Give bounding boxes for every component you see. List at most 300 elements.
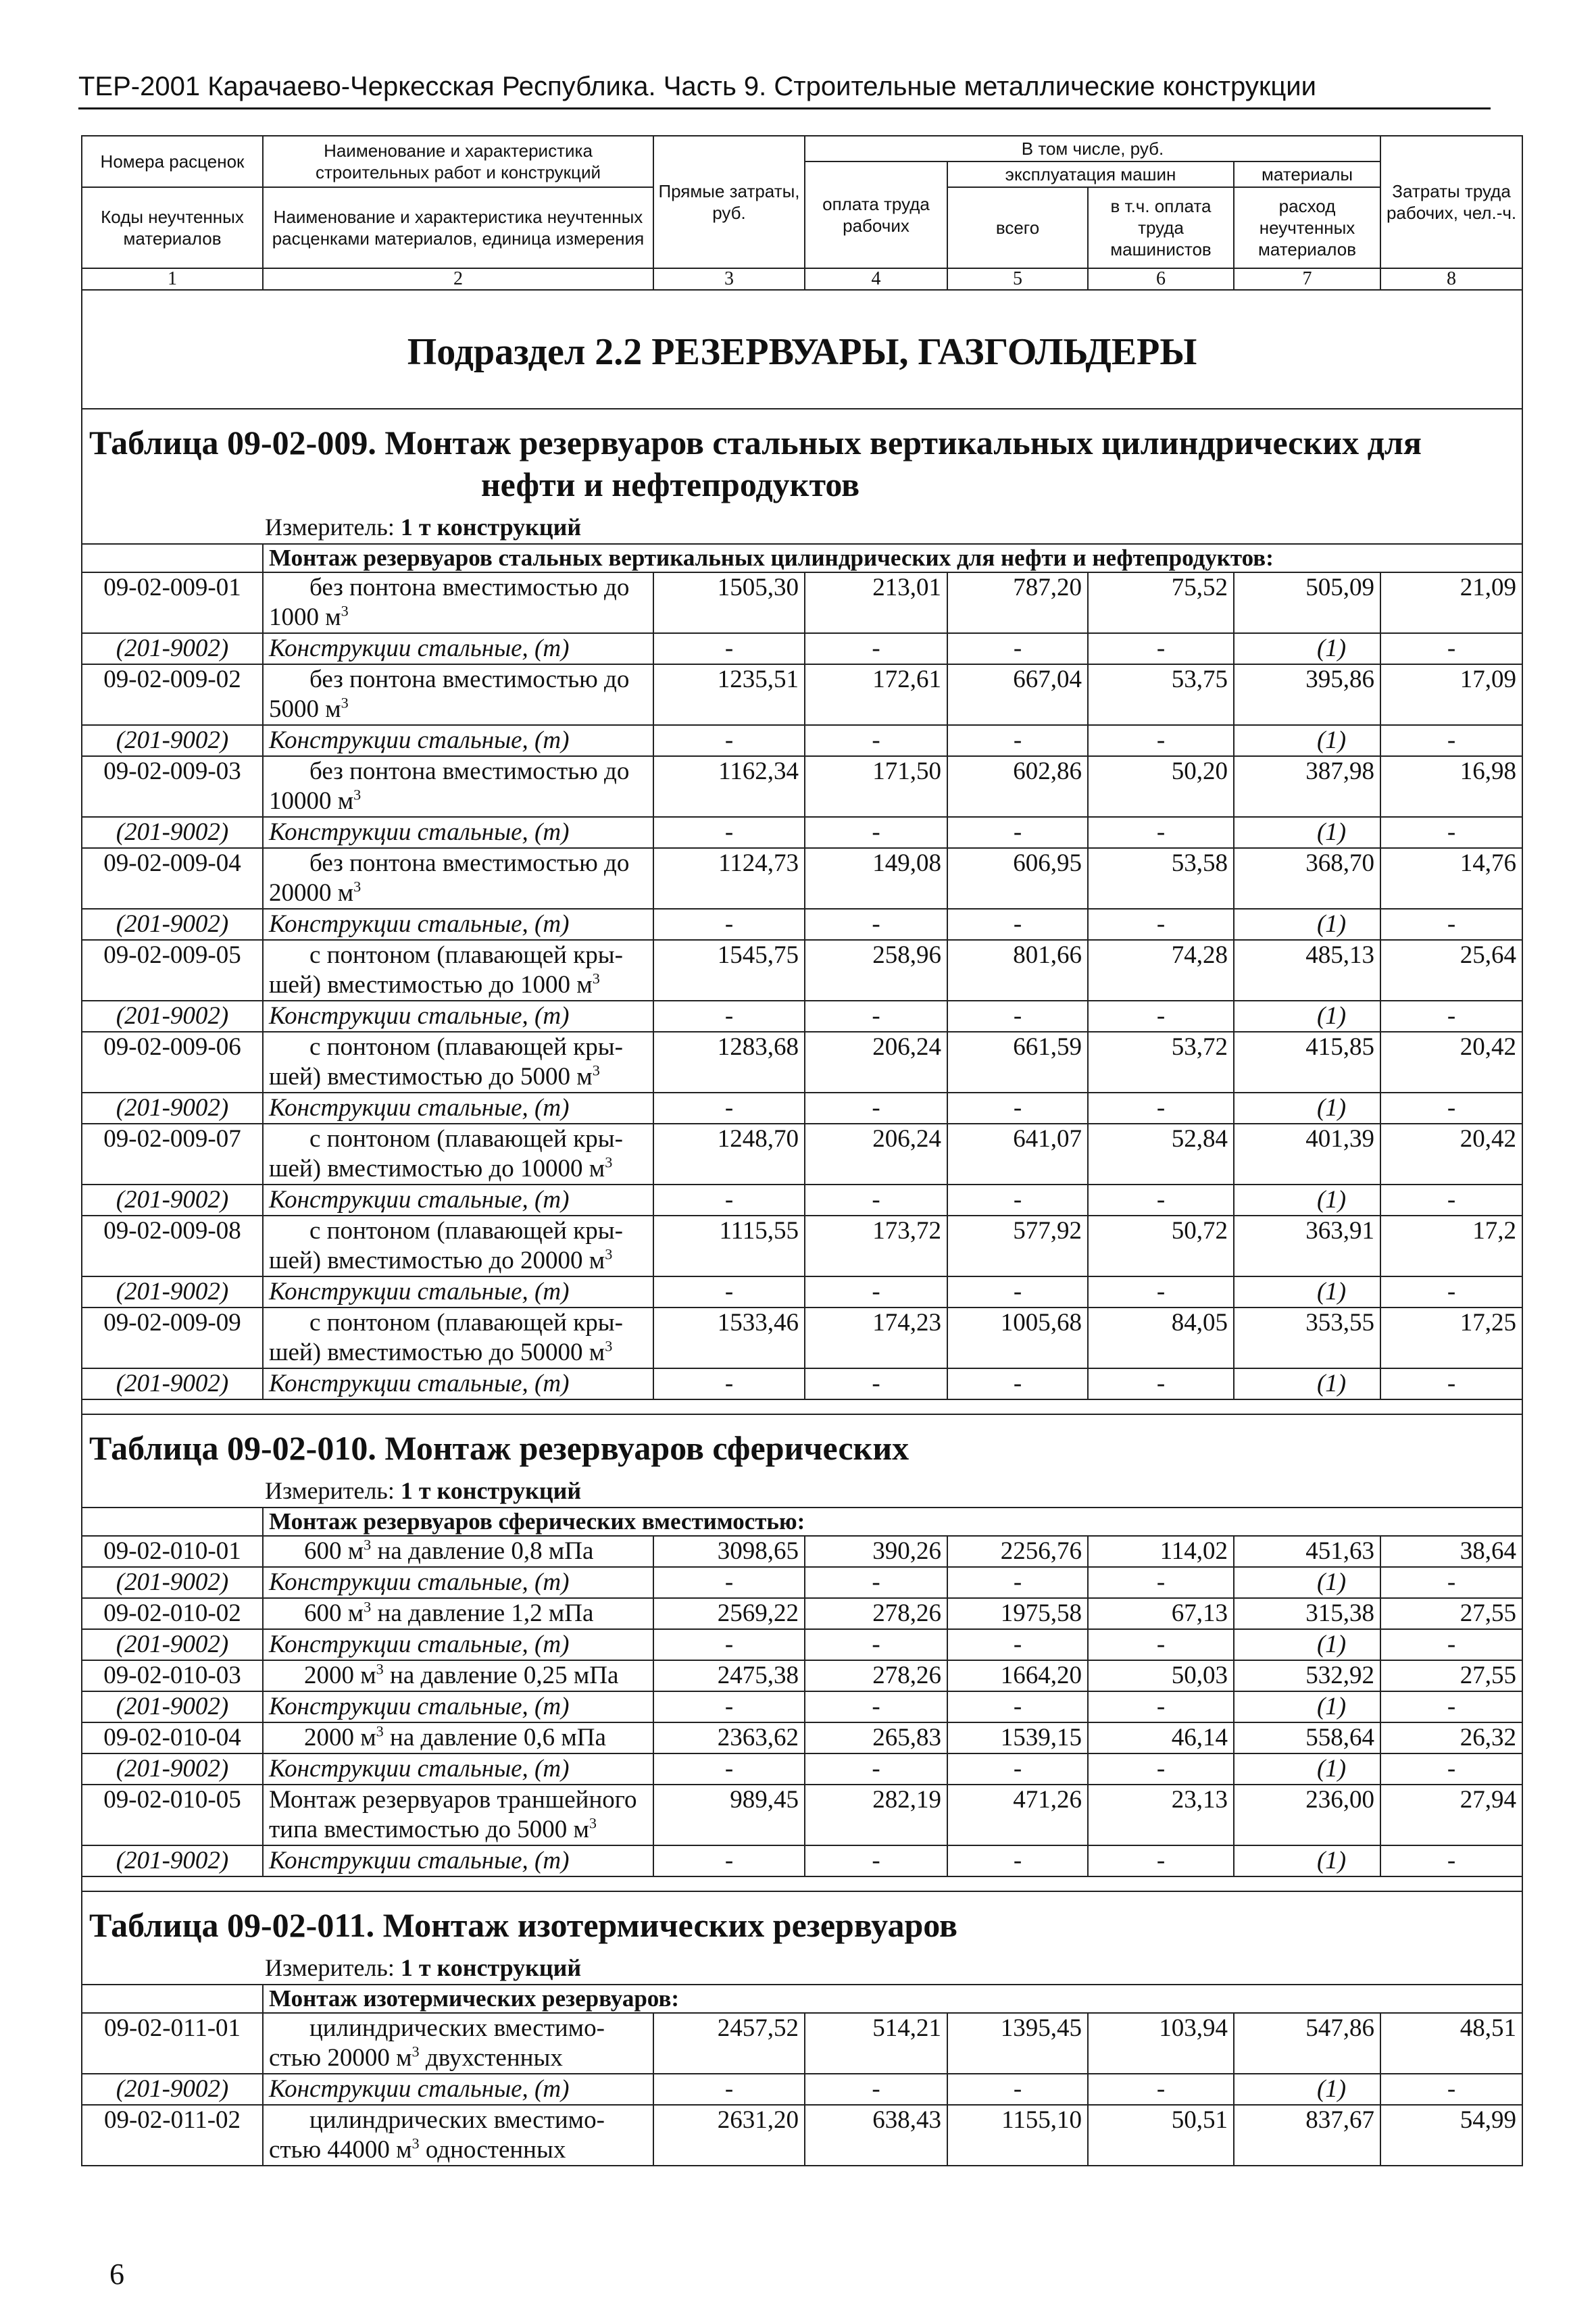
value-mach: 1005,68 — [947, 1308, 1088, 1368]
dash-cell: - — [1380, 725, 1522, 756]
value-mach: 667,04 — [947, 664, 1088, 725]
value-hours: 20,42 — [1380, 1124, 1522, 1185]
dash-cell: - — [805, 2074, 947, 2105]
value-direct: 1235,51 — [653, 664, 805, 725]
material-code: (201-9002) — [82, 1753, 263, 1785]
value-labor: 278,26 — [805, 1598, 947, 1629]
material-name: Конструкции стальные, (т) — [263, 725, 653, 756]
dash-cell: - — [947, 1001, 1088, 1032]
rate-code: 09-02-010-01 — [82, 1536, 263, 1567]
header-machines: эксплуатация машин — [947, 161, 1234, 187]
cubic-superscript: 3 — [364, 1598, 372, 1616]
cubic-superscript: 3 — [592, 970, 600, 987]
dash-cell: - — [1088, 1629, 1234, 1660]
table-title-line2: нефти и нефтепродуктов — [480, 466, 860, 503]
work-name — [263, 572, 653, 633]
dash-cell: - — [653, 1185, 805, 1216]
value-labor: 514,21 — [805, 2013, 947, 2074]
value-mat: 395,86 — [1234, 664, 1380, 725]
group-heading: Монтаж резервуаров сферических вместимостью: — [263, 1508, 1522, 1536]
dash-cell: - — [653, 1567, 805, 1598]
dash-cell: - — [1380, 2074, 1522, 2105]
group-heading-left — [82, 1508, 263, 1536]
header-machines-total: всего — [947, 187, 1088, 268]
dash-cell: - — [653, 1845, 805, 1876]
dash-cell: - — [653, 633, 805, 664]
dash-cell: - — [947, 1753, 1088, 1785]
value-mat: 353,55 — [1234, 1308, 1380, 1368]
header-materials-unaccounted: расход неучтенных материалов — [1234, 187, 1380, 268]
value-hours: 38,64 — [1380, 1536, 1522, 1567]
value-hours: 17,2 — [1380, 1216, 1522, 1276]
name-line2: шей) вместимостью до 5000 м — [269, 1063, 593, 1091]
value-direct: 1533,46 — [653, 1308, 805, 1368]
value-hours: 48,51 — [1380, 2013, 1522, 2074]
dash-cell: - — [805, 1629, 947, 1660]
material-quantity: (1) — [1234, 633, 1380, 664]
value-mach: 602,86 — [947, 756, 1088, 817]
table-row — [82, 1032, 1522, 1093]
value-labor: 278,26 — [805, 1660, 947, 1691]
name-line2: 10000 м — [269, 787, 354, 815]
dash-cell: - — [653, 2074, 805, 2105]
dash-cell: - — [1088, 1368, 1234, 1399]
measure-label: Измеритель: — [265, 1954, 395, 1981]
price-table — [81, 135, 1523, 2166]
dash-cell: - — [1088, 1691, 1234, 1722]
header-direct-costs: Прямые затраты, руб. — [653, 136, 805, 268]
material-quantity: (1) — [1234, 1691, 1380, 1722]
dash-cell: - — [947, 1567, 1088, 1598]
material-code: (201-9002) — [82, 1001, 263, 1032]
material-code: (201-9002) — [82, 1629, 263, 1660]
value-mach: 1975,58 — [947, 1598, 1088, 1629]
name-line2: 20000 м — [269, 879, 354, 907]
material-name: Конструкции стальные, (т) — [263, 1845, 653, 1876]
dash-cell: - — [947, 2074, 1088, 2105]
dash-cell: - — [947, 1093, 1088, 1124]
dash-cell: - — [805, 633, 947, 664]
work-name — [263, 1660, 653, 1691]
name-line2: 1000 м — [269, 603, 341, 631]
dash-cell: - — [653, 909, 805, 940]
name-text: на давление 0,25 мПа — [383, 1662, 619, 1689]
rate-code: 09-02-009-07 — [82, 1124, 263, 1185]
dash-cell: - — [947, 1845, 1088, 1876]
work-name — [263, 1536, 653, 1567]
value-hours: 27,94 — [1380, 1785, 1522, 1845]
name-line1: без понтона вместимостью до — [309, 849, 630, 877]
material-name: Конструкции стальные, (т) — [263, 633, 653, 664]
material-name: Конструкции стальные, (т) — [263, 1001, 653, 1032]
value-hours: 26,32 — [1380, 1722, 1522, 1753]
name-line1: цилиндрических вместимо- — [309, 2106, 605, 2134]
value-direct: 2569,22 — [653, 1598, 805, 1629]
header-labor-costs: Затраты труда рабочих, чел.-ч. — [1380, 136, 1522, 268]
material-code: (201-9002) — [82, 633, 263, 664]
name-line2-tail: двухстенных — [419, 2044, 563, 2072]
material-quantity: (1) — [1234, 1753, 1380, 1785]
measure-value: 1 т конструкций — [400, 1954, 582, 1981]
dash-cell: - — [947, 725, 1088, 756]
value-machinist: 74,28 — [1088, 940, 1234, 1001]
name-line2: 5000 м — [269, 695, 341, 723]
dash-cell: - — [1088, 1001, 1234, 1032]
table-row — [82, 1124, 1522, 1185]
cubic-superscript: 3 — [605, 1337, 613, 1355]
value-mat: 315,38 — [1234, 1598, 1380, 1629]
material-quantity: (1) — [1234, 1185, 1380, 1216]
material-row — [82, 1845, 1522, 1876]
value-hours: 54,99 — [1380, 2105, 1522, 2166]
dash-cell: - — [805, 1368, 947, 1399]
value-labor: 213,01 — [805, 572, 947, 633]
table-title — [82, 1414, 1522, 1474]
name-line2-tail: одностенных — [419, 2136, 566, 2164]
value-machinist: 50,72 — [1088, 1216, 1234, 1276]
value-mat: 837,67 — [1234, 2105, 1380, 2166]
dash-cell: - — [1380, 1629, 1522, 1660]
table-row — [82, 1785, 1522, 1845]
value-machinist: 53,72 — [1088, 1032, 1234, 1093]
value-labor: 282,19 — [805, 1785, 947, 1845]
value-mat: 363,91 — [1234, 1216, 1380, 1276]
dash-cell: - — [653, 817, 805, 848]
rate-code: 09-02-009-08 — [82, 1216, 263, 1276]
material-row — [82, 1093, 1522, 1124]
work-name — [263, 1124, 653, 1185]
dash-cell: - — [805, 725, 947, 756]
col-number-2: 2 — [263, 268, 653, 290]
col-number-4: 4 — [805, 268, 947, 290]
value-machinist: 53,58 — [1088, 848, 1234, 909]
value-labor: 390,26 — [805, 1536, 947, 1567]
col-number-6: 6 — [1088, 268, 1234, 290]
dash-cell: - — [1380, 633, 1522, 664]
table-title — [82, 409, 1522, 511]
dash-cell: - — [1088, 633, 1234, 664]
name-line2: шей) вместимостью до 1000 м — [269, 971, 593, 999]
name-text: 2000 м — [304, 1662, 376, 1689]
value-mach: 577,92 — [947, 1216, 1088, 1276]
col-number-7: 7 — [1234, 268, 1380, 290]
value-hours: 25,64 — [1380, 940, 1522, 1001]
cubic-superscript: 3 — [592, 1062, 600, 1079]
dash-cell: - — [947, 909, 1088, 940]
dash-cell: - — [1380, 1753, 1522, 1785]
measure-label: Измеритель: — [265, 514, 395, 541]
work-name — [263, 664, 653, 725]
material-name: Конструкции стальные, (т) — [263, 1185, 653, 1216]
value-machinist: 50,20 — [1088, 756, 1234, 817]
material-quantity: (1) — [1234, 725, 1380, 756]
measure-label: Измеритель: — [265, 1477, 395, 1504]
measure-value: 1 т конструкций — [400, 1477, 582, 1504]
work-name — [263, 1216, 653, 1276]
value-mat: 368,70 — [1234, 848, 1380, 909]
name-text: 600 м — [304, 1537, 364, 1565]
table-title-line1: Таблица 09-02-011. Монтаж изотермических резервуаров — [89, 1906, 958, 1944]
rate-code: 09-02-011-02 — [82, 2105, 263, 2166]
value-hours: 16,98 — [1380, 756, 1522, 817]
work-name — [263, 2013, 653, 2074]
value-hours: 27,55 — [1380, 1598, 1522, 1629]
dash-cell: - — [1088, 1185, 1234, 1216]
material-code: (201-9002) — [82, 1567, 263, 1598]
value-direct: 2475,38 — [653, 1660, 805, 1691]
group-heading: Монтаж изотермических резервуаров: — [263, 1985, 1522, 2013]
dash-cell: - — [653, 1753, 805, 1785]
material-code: (201-9002) — [82, 1093, 263, 1124]
material-row — [82, 1001, 1522, 1032]
value-machinist: 50,03 — [1088, 1660, 1234, 1691]
dash-cell: - — [1088, 1093, 1234, 1124]
value-mat: 547,86 — [1234, 2013, 1380, 2074]
value-hours: 17,25 — [1380, 1308, 1522, 1368]
work-name — [263, 848, 653, 909]
material-row — [82, 1185, 1522, 1216]
dash-cell: - — [805, 1093, 947, 1124]
header-col2-bottom: Наименование и характеристика неучтенных расценками материалов, единица измерения — [263, 187, 653, 268]
cubic-superscript: 3 — [376, 1660, 384, 1678]
section-title: Подраздел 2.2 РЕЗЕРВУАРЫ, ГАЗГОЛЬДЕРЫ — [82, 290, 1522, 409]
material-quantity: (1) — [1234, 1276, 1380, 1308]
group-heading-left — [82, 544, 263, 572]
name-line1: без понтона вместимостью до — [309, 574, 630, 601]
dash-cell: - — [1088, 909, 1234, 940]
table-title — [82, 1891, 1522, 1951]
header-materials: материалы — [1234, 161, 1380, 187]
value-machinist: 84,05 — [1088, 1308, 1234, 1368]
dash-cell: - — [947, 633, 1088, 664]
value-mat: 387,98 — [1234, 756, 1380, 817]
value-mach: 471,26 — [947, 1785, 1088, 1845]
name-line2: шей) вместимостью до 50000 м — [269, 1339, 605, 1366]
table-row — [82, 2105, 1522, 2166]
name-line2: шей) вместимостью до 10000 м — [269, 1155, 605, 1183]
dash-cell: - — [947, 1368, 1088, 1399]
header-machinist-pay: в т.ч. оплата труда машинистов — [1088, 187, 1234, 268]
dash-cell: - — [1380, 1368, 1522, 1399]
cubic-superscript: 3 — [589, 1814, 597, 1832]
value-machinist: 53,75 — [1088, 664, 1234, 725]
group-heading: Монтаж резервуаров стальных вертикальных цилиндрических для нефти и нефтепродуктов: — [263, 544, 1522, 572]
dash-cell: - — [653, 1001, 805, 1032]
name-line2: стью 44000 м — [269, 2136, 412, 2164]
value-direct: 3098,65 — [653, 1536, 805, 1567]
dash-cell: - — [653, 1691, 805, 1722]
material-row — [82, 1691, 1522, 1722]
material-row — [82, 909, 1522, 940]
material-name: Конструкции стальные, (т) — [263, 1629, 653, 1660]
cubic-superscript: 3 — [412, 2135, 420, 2152]
value-hours: 20,42 — [1380, 1032, 1522, 1093]
value-mat: 558,64 — [1234, 1722, 1380, 1753]
dash-cell: - — [1380, 1691, 1522, 1722]
value-direct: 2363,62 — [653, 1722, 805, 1753]
dash-cell: - — [947, 1185, 1088, 1216]
col-number-1: 1 — [82, 268, 263, 290]
value-mach: 1155,10 — [947, 2105, 1088, 2166]
dash-cell: - — [1380, 1093, 1522, 1124]
page-header: ТЕР-2001 Карачаево-Черкесская Республика. Часть 9. Строительные металлические конструкции — [78, 72, 1491, 109]
value-mat: 485,13 — [1234, 940, 1380, 1001]
material-row — [82, 817, 1522, 848]
dash-cell: - — [805, 1001, 947, 1032]
measure-value: 1 т конструкций — [400, 514, 582, 541]
material-row — [82, 1567, 1522, 1598]
table-title-line1: Таблица 09-02-009. Монтаж резервуаров стальных вертикальных цилиндрических для — [89, 424, 1422, 462]
material-code: (201-9002) — [82, 909, 263, 940]
value-labor: 258,96 — [805, 940, 947, 1001]
cubic-superscript: 3 — [341, 602, 349, 620]
dash-cell: - — [653, 1093, 805, 1124]
cubic-superscript: 3 — [376, 1722, 384, 1740]
rate-code: 09-02-009-09 — [82, 1308, 263, 1368]
value-hours: 27,55 — [1380, 1660, 1522, 1691]
dash-cell: - — [805, 1185, 947, 1216]
material-quantity: (1) — [1234, 1001, 1380, 1032]
header-labor-pay: оплата труда рабочих — [805, 161, 947, 268]
dash-cell: - — [653, 1368, 805, 1399]
value-direct: 1545,75 — [653, 940, 805, 1001]
cubic-superscript: 3 — [364, 1536, 372, 1553]
table-row — [82, 1722, 1522, 1753]
header-col1-bottom: Коды неучтенных материалов — [82, 187, 263, 268]
value-machinist: 23,13 — [1088, 1785, 1234, 1845]
material-code: (201-9002) — [82, 2074, 263, 2105]
group-heading-left — [82, 1985, 263, 2013]
table-row — [82, 1536, 1522, 1567]
work-name — [263, 1598, 653, 1629]
rate-code: 09-02-009-03 — [82, 756, 263, 817]
material-code: (201-9002) — [82, 817, 263, 848]
name-line1: без понтона вместимостью до — [309, 666, 630, 693]
material-row — [82, 1629, 1522, 1660]
material-quantity: (1) — [1234, 1629, 1380, 1660]
table-row — [82, 572, 1522, 633]
value-machinist: 52,84 — [1088, 1124, 1234, 1185]
value-direct: 1283,68 — [653, 1032, 805, 1093]
value-hours: 21,09 — [1380, 572, 1522, 633]
material-code: (201-9002) — [82, 1845, 263, 1876]
value-direct: 1162,34 — [653, 756, 805, 817]
name-line1: с понтоном (плавающей кры- — [309, 1033, 623, 1061]
value-machinist: 103,94 — [1088, 2013, 1234, 2074]
dash-cell: - — [1088, 1753, 1234, 1785]
value-direct: 1248,70 — [653, 1124, 805, 1185]
name-text: на давление 0,8 мПа — [371, 1537, 594, 1565]
dash-cell: - — [805, 1691, 947, 1722]
dash-cell: - — [1088, 725, 1234, 756]
value-mat: 532,92 — [1234, 1660, 1380, 1691]
material-name: Конструкции стальные, (т) — [263, 1567, 653, 1598]
value-mach: 641,07 — [947, 1124, 1088, 1185]
material-code: (201-9002) — [82, 1368, 263, 1399]
value-labor: 173,72 — [805, 1216, 947, 1276]
work-name — [263, 1032, 653, 1093]
value-direct: 989,45 — [653, 1785, 805, 1845]
material-quantity: (1) — [1234, 1845, 1380, 1876]
dash-cell: - — [1380, 1001, 1522, 1032]
value-labor: 206,24 — [805, 1124, 947, 1185]
cubic-superscript: 3 — [605, 1245, 613, 1263]
value-mach: 1539,15 — [947, 1722, 1088, 1753]
dash-cell: - — [805, 909, 947, 940]
dash-cell: - — [805, 1753, 947, 1785]
value-direct: 2631,20 — [653, 2105, 805, 2166]
dash-cell: - — [947, 1629, 1088, 1660]
dash-cell: - — [1380, 1185, 1522, 1216]
dash-cell: - — [1380, 1845, 1522, 1876]
name-text: на давление 0,6 мПа — [383, 1724, 606, 1751]
value-labor: 149,08 — [805, 848, 947, 909]
value-mat: 236,00 — [1234, 1785, 1380, 1845]
value-labor: 638,43 — [805, 2105, 947, 2166]
value-machinist: 114,02 — [1088, 1536, 1234, 1567]
table-row — [82, 1216, 1522, 1276]
name-line1: с понтоном (плавающей кры- — [309, 1217, 623, 1245]
dash-cell: - — [947, 1691, 1088, 1722]
value-direct: 1505,30 — [653, 572, 805, 633]
value-hours: 17,09 — [1380, 664, 1522, 725]
value-machinist: 46,14 — [1088, 1722, 1234, 1753]
material-quantity: (1) — [1234, 817, 1380, 848]
dash-cell: - — [653, 725, 805, 756]
measure-line — [82, 1474, 1522, 1508]
name-line1: с понтоном (плавающей кры- — [309, 941, 623, 969]
value-labor: 265,83 — [805, 1722, 947, 1753]
dash-cell: - — [653, 1629, 805, 1660]
material-name: Конструкции стальные, (т) — [263, 1276, 653, 1308]
value-mach: 1664,20 — [947, 1660, 1088, 1691]
rate-code: 09-02-009-02 — [82, 664, 263, 725]
table-row — [82, 1598, 1522, 1629]
dash-cell: - — [653, 1276, 805, 1308]
value-machinist: 50,51 — [1088, 2105, 1234, 2166]
material-row — [82, 2074, 1522, 2105]
value-mach: 1395,45 — [947, 2013, 1088, 2074]
value-mach: 606,95 — [947, 848, 1088, 909]
material-name: Конструкции стальные, (т) — [263, 909, 653, 940]
value-hours: 14,76 — [1380, 848, 1522, 909]
cubic-superscript: 3 — [341, 694, 349, 712]
work-name — [263, 756, 653, 817]
table-spacer — [82, 1399, 1522, 1414]
work-name — [263, 940, 653, 1001]
value-labor: 174,23 — [805, 1308, 947, 1368]
material-name: Конструкции стальные, (т) — [263, 2074, 653, 2105]
name-line2: типа вместимостью до 5000 м — [269, 1816, 589, 1843]
rate-code: 09-02-010-05 — [82, 1785, 263, 1845]
name-text: 2000 м — [304, 1724, 376, 1751]
dash-cell: - — [1088, 2074, 1234, 2105]
cubic-superscript: 3 — [353, 786, 361, 803]
material-code: (201-9002) — [82, 1185, 263, 1216]
material-row — [82, 725, 1522, 756]
measure-line — [82, 511, 1522, 544]
value-direct: 2457,52 — [653, 2013, 805, 2074]
name-text: на давление 1,2 мПа — [371, 1599, 594, 1627]
value-mat: 401,39 — [1234, 1124, 1380, 1185]
dash-cell: - — [1380, 817, 1522, 848]
material-code: (201-9002) — [82, 1276, 263, 1308]
table-spacer — [82, 1876, 1522, 1891]
rate-code: 09-02-011-01 — [82, 2013, 263, 2074]
cubic-superscript: 3 — [412, 2043, 420, 2060]
rate-code: 09-02-009-01 — [82, 572, 263, 633]
dash-cell: - — [1380, 1567, 1522, 1598]
